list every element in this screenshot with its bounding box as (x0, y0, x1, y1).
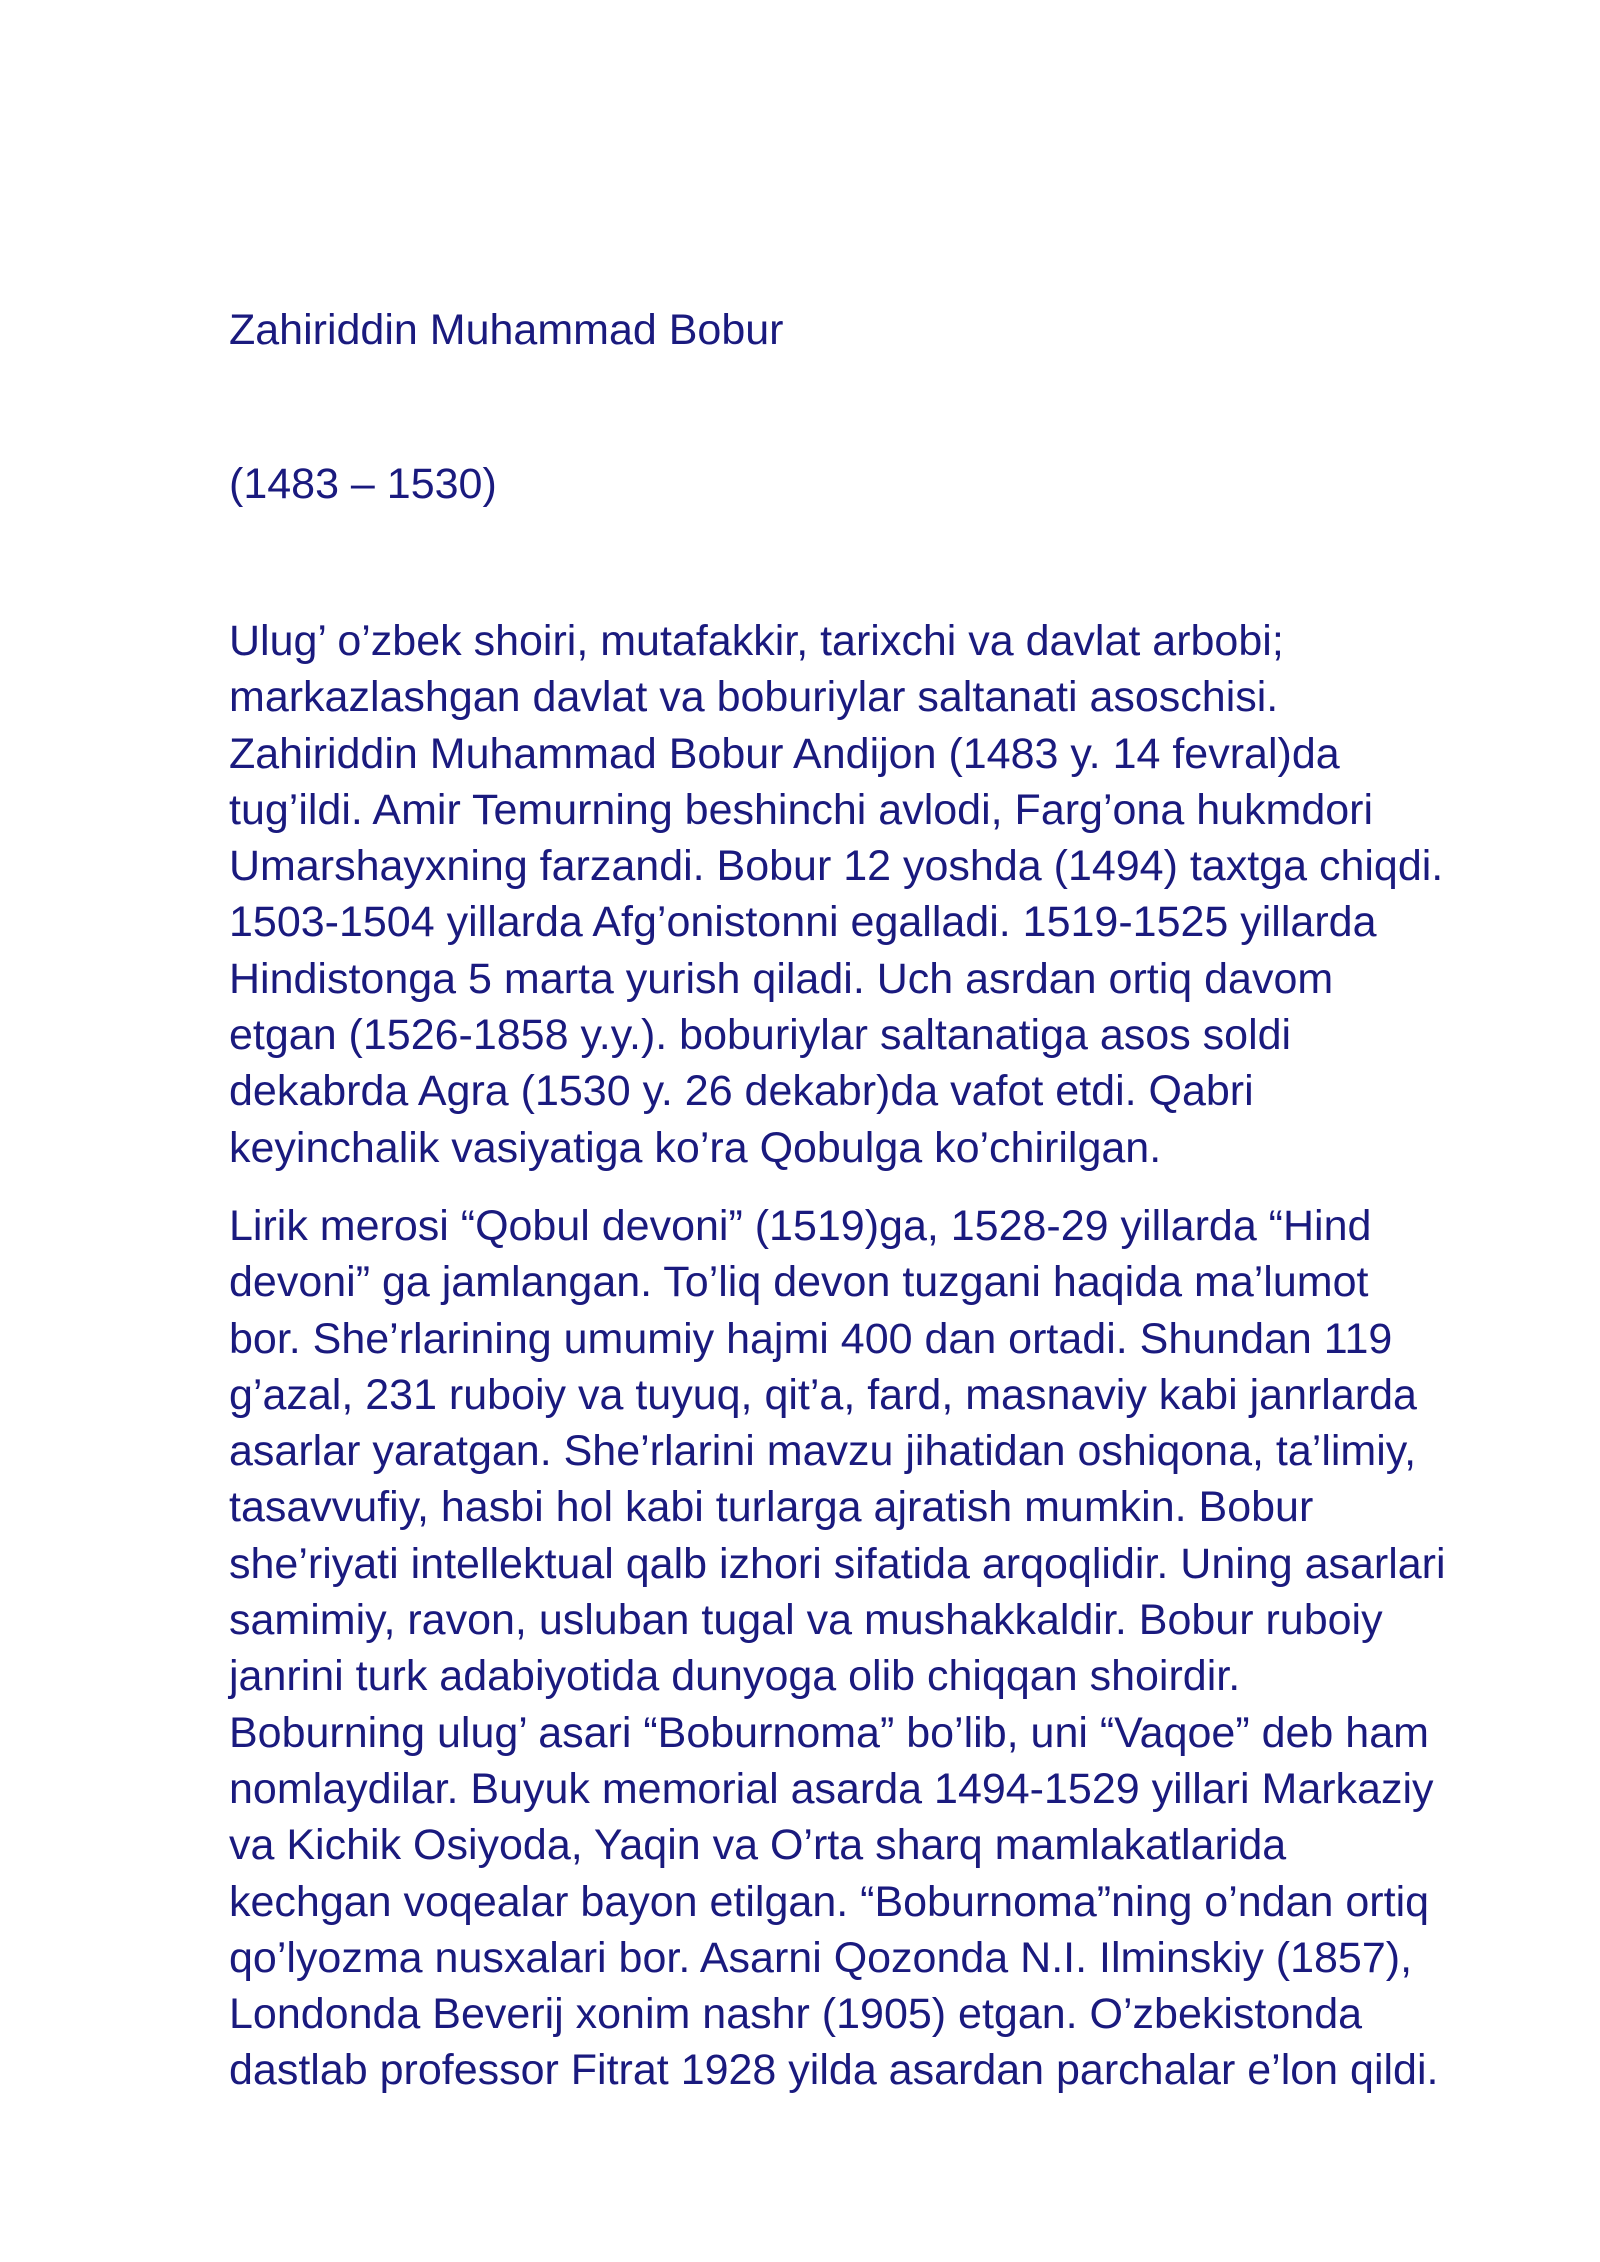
paragraph-line: qo’lyozma nusxalari bor. Asarni Qozonda N.I. Ilminskiy (1857), (229, 1933, 1413, 1982)
paragraph-line: janrini turk adabiyotida dunyoga olib chiqqan shoirdir. (229, 1652, 1241, 1701)
paragraph-line: Lirik merosi “Qobul devoni” (1519)ga, 1528-29 yillarda “Hind (229, 1202, 1372, 1250)
paragraph-line: tasavvufiy, hasbi hol kabi turlarga ajratish mumkin. Bobur (229, 1483, 1314, 1532)
paragraph-line: Hindistonga 5 marta yurish qiladi. Uch asrdan ortiq davom (229, 954, 1334, 1003)
paragraph-line: tug’ildi. Amir Temurning beshinchi avlodi, Farg’ona hukmdori (229, 785, 1374, 834)
paragraph-line: Ulug’ o’zbek shoiri, mutafakkir, tarixchi va davlat arbobi; (229, 617, 1284, 665)
paragraph-line: keyinchalik vasiyatiga ko’ra Qobulga ko’chirilgan. (229, 1123, 1162, 1172)
paragraph-line: asarlar yaratgan. She’rlarini mavzu jihatidan oshiqona, ta’limiy, (229, 1427, 1417, 1476)
paragraph-line: devoni” ga jamlangan. To’liq devon tuzgani haqida ma’lumot (229, 1258, 1369, 1307)
biography-paragraph (229, 613, 1519, 1176)
paragraph-line: etgan (1526-1858 y.y.). boburiylar saltanatiga asos soldi (229, 1011, 1292, 1060)
paragraph-line: she’riyati intellektual qalb izhori sifatida arqoqlidir. Uning asarlari (229, 1539, 1446, 1588)
paragraph-line: va Kichik Osiyoda, Yaqin va O’rta sharq mamlakatlarida (229, 1821, 1287, 1870)
paragraph-line: Zahiriddin Muhammad Bobur Andijon (1483 y. 14 fevral)da (229, 729, 1340, 778)
paragraph-line: 1503-1504 yillarda Afg’onistonni egalladi. 1519-1525 yillarda (229, 898, 1377, 947)
paragraph-line: samimiy, ravon, usluban tugal va mushakkaldir. Bobur ruboiy (229, 1596, 1383, 1645)
literary-legacy-paragraph (229, 1198, 1519, 2099)
paragraph-line: Umarshayxning farzandi. Bobur 12 yoshda (1494) taxtga chiqdi. (229, 842, 1444, 891)
paragraph-line: markazlashgan davlat va boburiylar saltanati asoschisi. (229, 673, 1279, 722)
paragraph-line: kechgan voqealar bayon etilgan. “Boburnoma”ning o’ndan ortiq (229, 1877, 1430, 1926)
paragraph-line: Boburning ulug’ asari “Boburnoma” bo’lib, uni “Vaqoe” deb ham (229, 1708, 1429, 1757)
paragraph-line: dekabrda Agra (1530 y. 26 dekabr)da vafot etdi. Qabri (229, 1067, 1254, 1116)
paragraph-line: nomlaydilar. Buyuk memorial asarda 1494-1529 yillari Markaziy (229, 1764, 1434, 1813)
life-years: (1483 – 1530) (229, 460, 497, 508)
paragraph-line: Londonda Beverij xonim nashr (1905) etgan. O’zbekistonda (229, 1990, 1363, 2039)
paragraph-line: bor. She’rlarining umumiy hajmi 400 dan ortadi. Shundan 119 (229, 1314, 1393, 1363)
document-title: Zahiriddin Muhammad Bobur (229, 306, 784, 354)
paragraph-line: dastlab professor Fitrat 1928 yilda asardan parchalar e’lon qildi. (229, 2046, 1439, 2095)
paragraph-line: g’azal, 231 ruboiy va tuyuq, qit’a, fard, masnaviy kabi janrlarda (229, 1370, 1417, 1419)
